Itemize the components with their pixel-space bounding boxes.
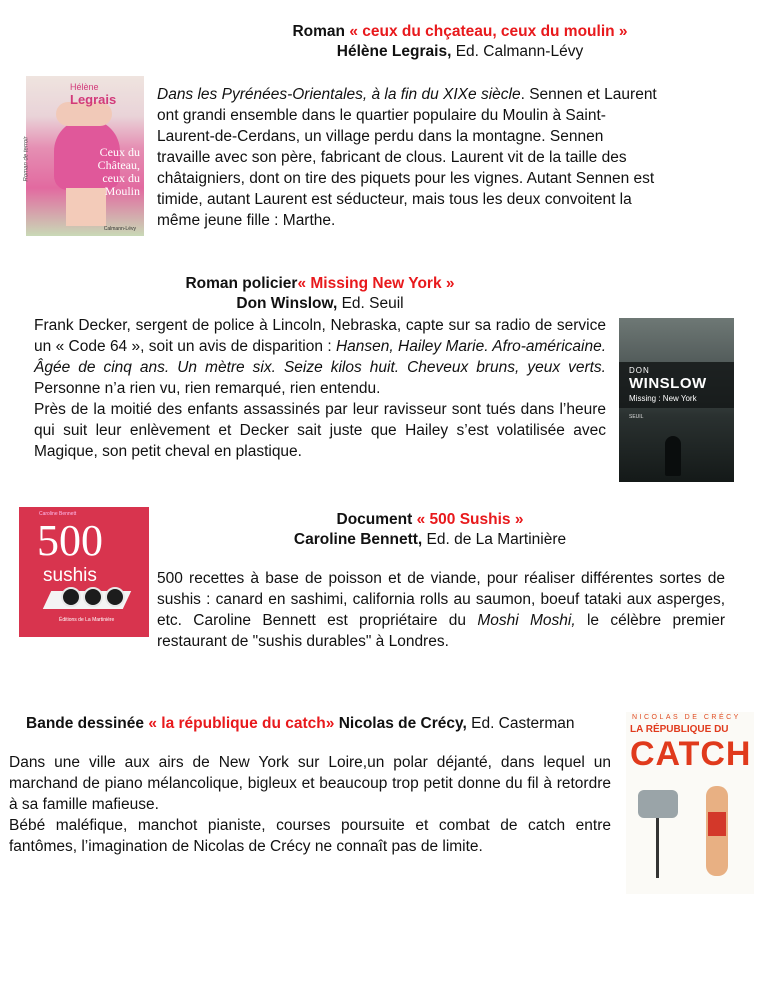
book2-p1-italic: Hansen, Hailey Marie. Afro-américaine. Âgée de cinq ans. Un mètre six. Seize kilos huit. Cheveux bruns, yeux verts. xyxy=(34,338,607,376)
book3-author-line xyxy=(250,530,610,550)
book1-cover-author xyxy=(70,82,144,107)
book4-heading xyxy=(26,714,575,734)
book2-genre: Roman policier xyxy=(185,275,298,292)
book3-description-italic: Moshi Moshi, xyxy=(477,612,576,629)
book3-author: Caroline Bennett, xyxy=(293,531,423,548)
book3-cover-author: Caroline Bennett xyxy=(39,511,77,517)
book4-cover-title-top: LA RÉPUBLIQUE DU xyxy=(630,724,729,735)
book1-genre: Roman xyxy=(292,23,345,40)
book3-description xyxy=(157,568,725,652)
book2-genre-title xyxy=(100,274,540,294)
book3-cover-word: sushis xyxy=(43,565,97,586)
book1-description-lead: Dans les Pyrénées-Orientales, à la fin du XIXe siècle xyxy=(157,86,521,103)
book2-cover-author-first: DON xyxy=(629,366,650,375)
book1-publisher: Ed. Calmann-Lévy xyxy=(455,43,584,60)
book3-description-end: le célèbre premier restaurant de "sushis durables" à Londres. xyxy=(157,612,726,650)
book2-description xyxy=(34,315,606,462)
book1-cover-author-first: Hélène xyxy=(70,82,99,92)
book1-cover-title-line3: ceux du xyxy=(102,171,140,185)
book4-author: Nicolas de Crécy, xyxy=(338,715,467,732)
book1-genre-title xyxy=(250,22,670,42)
book3-cover-number: 500 xyxy=(37,516,103,565)
book1-description xyxy=(157,84,657,231)
book2-cover-figure xyxy=(665,436,681,476)
book1-title: « ceux du chçateau, ceux du moulin » xyxy=(349,23,628,40)
book4-genre: Bande dessinée xyxy=(26,715,145,732)
book4-cover-title-big: CATCH xyxy=(630,735,752,773)
book3-description-start: 500 recettes à base de poisson et de viande, pour réaliser différentes sortes de sushis : canard en sashimi, california rolls au saumon, boeuf tataki aux asperges, etc. Caroline Bennett est propriétaire du xyxy=(157,570,725,629)
book3-cover-sushi2 xyxy=(83,587,103,607)
book3-genre: Document xyxy=(336,511,413,528)
book4-cover xyxy=(626,712,754,894)
book2-p1-start: Frank Decker, sergent de police à Lincoln, Nebraska, capte sur sa radio de service un « Code 64 », soit un avis de disparition : xyxy=(34,317,606,355)
book1-cover-title-line1: Ceux du xyxy=(99,145,140,159)
book3-cover-sushi1 xyxy=(61,587,81,607)
book1-cover-title xyxy=(98,146,140,198)
book1-author: Hélène Legrais, xyxy=(336,43,452,60)
book2-cover-author-last: WINSLOW xyxy=(629,375,707,392)
book3-publisher: Ed. de La Martinière xyxy=(426,531,567,548)
book3-cover-sushi3 xyxy=(105,587,125,607)
book2-author: Don Winslow, xyxy=(236,295,338,312)
book4-cover-wrestler-suit xyxy=(708,812,726,836)
book2-heading xyxy=(100,274,540,314)
book4-cover-stand xyxy=(656,818,659,878)
book1-cover-author-last: Legrais xyxy=(70,92,117,107)
book2-p1-end: Personne n’a rien vu, rien remarqué, rien entendu. xyxy=(34,380,381,397)
book2-title: « Missing New York » xyxy=(297,275,455,292)
book4-paragraph-2: Bébé maléfique, manchot pianiste, courses poursuite et combat de catch entre fantômes, l’imagination de Nicolas de Crécy ne connaît pas de limite. xyxy=(9,817,611,855)
book3-title: « 500 Sushis » xyxy=(416,511,524,528)
book2-paragraph-1 xyxy=(34,315,606,399)
book1-cover-title-line2: Château, xyxy=(97,158,140,172)
book4-paragraph-1: Dans une ville aux airs de New York sur Loire,un polar déjanté, dans lequel un marchand de piano mélancolique, bigleux et beaucoup trop petit donne du fil à retordre à sa famille mafieuse. xyxy=(9,754,611,813)
book2-publisher: Ed. Seuil xyxy=(341,295,404,312)
book3-cover xyxy=(19,507,149,637)
book3-genre-title xyxy=(250,510,610,530)
book1-cover-title-line4: Moulin xyxy=(104,184,140,198)
book2-paragraph-2: Près de la moitié des enfants assassinés par leur ravisseur sont tués dans l’heure qui suit leur enlèvement et Decker sait juste que Hailey s’est volatilisée avec Magique, son petit cheval en plastique. xyxy=(34,401,606,460)
book1-author-line xyxy=(250,42,670,62)
book1-cover-publisher: Calmann-Lévy xyxy=(103,226,136,232)
book1-cover xyxy=(23,76,144,236)
book1-heading xyxy=(250,22,670,62)
book1-cover-side-text: Roman de terroir xyxy=(23,136,30,182)
book2-author-line xyxy=(100,294,540,314)
book1-description-rest: . Sennen et Laurent ont grandi ensemble dans le quartier populaire du Moulin à Saint-Laurent-de-Cerdans, un village perdu dans la montagne. Sennen travaille avec son père, fabricant de clous. Laurent vit de la taille des châtaigniers, dont on tire des piquets pour les vignes. Autant Sennen est timide, autant Laurent est séducteur, mais tous les deux convoitent la même jeune fille : Marthe. xyxy=(157,86,657,229)
book4-description xyxy=(9,752,611,857)
book4-cover-piano xyxy=(638,790,678,818)
book3-cover-publisher: Éditions de La Martinière xyxy=(59,617,115,623)
book2-cover-publisher: SEUIL xyxy=(629,414,644,420)
book4-title: « la république du catch» xyxy=(148,715,335,732)
book3-heading xyxy=(250,510,610,550)
book2-cover xyxy=(619,318,734,482)
book4-cover-author: NICOLAS DE CRÉCY xyxy=(632,714,741,721)
book4-publisher: Ed. Casterman xyxy=(471,715,575,732)
book2-cover-title: Missing : New York xyxy=(629,394,697,403)
